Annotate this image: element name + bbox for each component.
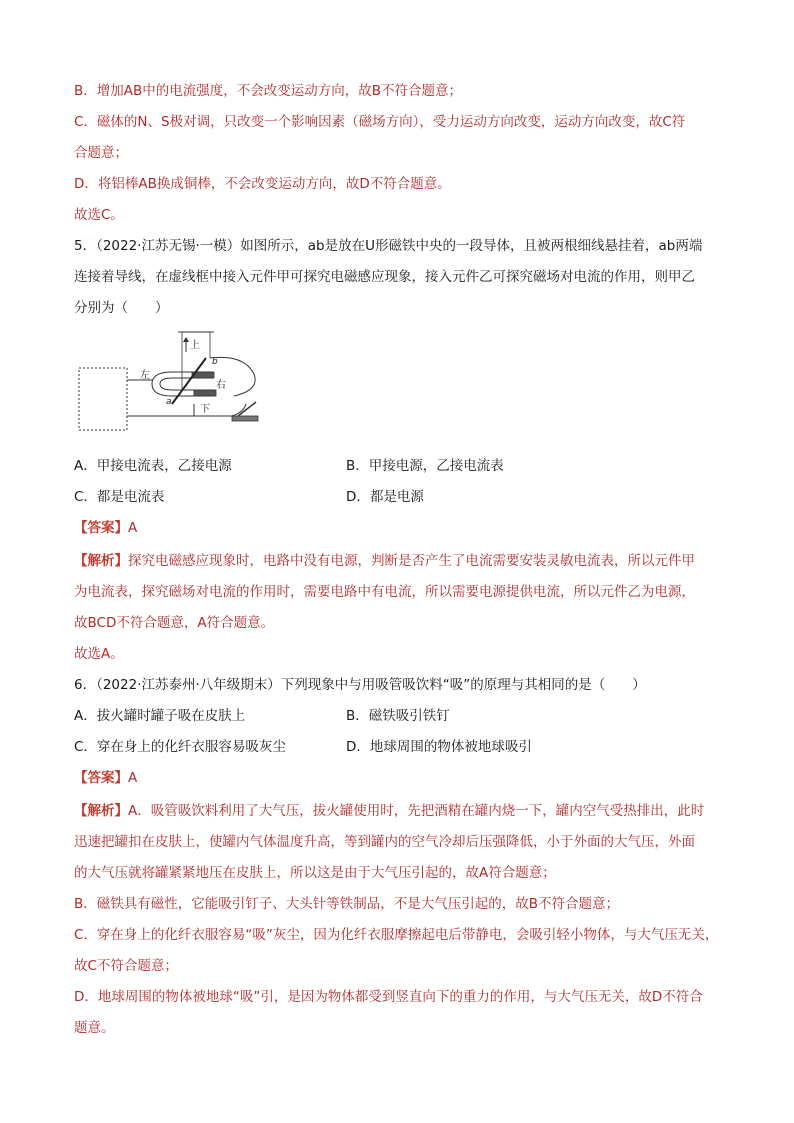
q5-option-b[interactable]: B．甲接电源，乙接电流表 bbox=[346, 458, 504, 474]
q5-option-c[interactable]: C．都是电流表 bbox=[74, 489, 165, 505]
prev-choose: 故选C。 bbox=[74, 207, 124, 223]
q5-stem-line3: 分别为（ ） bbox=[74, 300, 169, 316]
q6-analysis-a3: 的大气压就将罐紧紧地压在皮肤上，所以这是由于大气压引起的，故A符合题意； bbox=[74, 865, 556, 881]
wire-to-switch bbox=[224, 404, 246, 416]
q6-analysis-c1: C．穿在身上的化纤衣服容易“吸”灰尘，因为化纤衣服摩擦起电后带静电，会吸引轻小物体，与大气压无关， bbox=[74, 927, 719, 943]
q5-option-a[interactable]: A．甲接电流表，乙接电源 bbox=[74, 458, 232, 474]
q5-analysis-line3: 故BCD不符合题意，A符合题意。 bbox=[74, 615, 275, 631]
q6-analysis-d1: D．地球周围的物体被地球“吸”引，是因为物体都受到竖直向下的重力的作用，与大气压无关，故D不符合 bbox=[74, 989, 703, 1005]
q5-answer bbox=[74, 518, 734, 538]
prev-option-c-explanation-line2: 合题意； bbox=[74, 145, 128, 161]
q5-answer-tag: 【答案】 bbox=[74, 520, 128, 536]
q5-analysis-tag: 【解析】 bbox=[74, 553, 128, 569]
switch-lever bbox=[238, 402, 256, 416]
label-b: b bbox=[212, 357, 218, 367]
q5-option-d[interactable]: D．都是电源 bbox=[346, 489, 424, 505]
q6-answer bbox=[74, 768, 734, 788]
q6-analysis-line1 bbox=[74, 801, 734, 821]
label-left: 左 bbox=[140, 370, 150, 381]
prev-option-b-explanation: B．增加AB中的电流强度，不会改变运动方向，故B不符合题意； bbox=[74, 83, 463, 99]
q6-option-d[interactable]: D．地球周围的物体被地球吸引 bbox=[346, 739, 532, 755]
label-down: 下 bbox=[200, 404, 210, 415]
switch-base bbox=[232, 416, 258, 421]
q6-analysis-c2: 故C不符合题意； bbox=[74, 958, 178, 974]
q5-analysis-text1: 探究电磁感应现象时，电路中没有电源，判断是否产生了电流需要安装灵敏电流表，所以元件甲 bbox=[128, 553, 695, 569]
arrow-up-head bbox=[183, 337, 189, 342]
q6-analysis-tag: 【解析】 bbox=[74, 803, 128, 819]
q6-option-c[interactable]: C．穿在身上的化纤衣服容易吸灰尘 bbox=[74, 739, 286, 755]
q5-stem-line1: 5．（2022·江苏无锡·一模）如图所示，ab是放在U形磁铁中央的一段导体，且被两根细线悬挂着，ab两端 bbox=[74, 238, 703, 254]
prev-option-d-explanation: D．将铝棒AB换成铜棒，不会改变运动方向，故D不符合题意。 bbox=[74, 176, 451, 192]
label-right: 右 bbox=[216, 380, 226, 391]
q5-stem-line2: 连接着导线，在虚线框中接入元件甲可探究电磁感应现象，接入元件乙可探究磁场对电流的作用，则甲乙 bbox=[74, 269, 695, 285]
q5-answer-value: A bbox=[128, 520, 138, 536]
dashed-component-box bbox=[79, 368, 127, 430]
label-up: 上 bbox=[190, 340, 200, 351]
q6-answer-value: A bbox=[128, 770, 138, 786]
label-a: a bbox=[166, 397, 172, 407]
q5-analysis-line1 bbox=[74, 551, 734, 571]
q6-analysis-a1: A．吸管吸饮料利用了大气压，拔火罐使用时，先把酒精在罐内烧一下，罐内空气受热排出，此时 bbox=[128, 803, 705, 819]
q6-analysis-a2: 迅速把罐扣在皮肤上，使罐内气体温度升高，等到罐内的空气冷却后压强降低，小于外面的大气压，外面 bbox=[74, 834, 695, 850]
conductor-ab bbox=[172, 358, 206, 404]
q5-choose: 故选A。 bbox=[74, 646, 124, 662]
q5-figure-magnet-circuit bbox=[74, 330, 314, 440]
prev-option-c-explanation-line1: C．磁体的N、S极对调，只改变一个影响因素（磁场方向），受力运动方向改变，运动方向改变，故C符 bbox=[74, 114, 686, 130]
q6-analysis-b1: B．磁铁具有磁性，它能吸引钉子、大头针等铁制品，不是大气压引起的，故B不符合题意； bbox=[74, 896, 620, 912]
q5-analysis-line2: 为电流表，探究磁场对电流的作用时，需要电路中有电流，所以需要电源提供电流，所以元件乙为电源， bbox=[74, 584, 695, 600]
q6-stem: 6．（2022·江苏泰州·八年级期末）下列现象中与用吸管吸饮料“吸”的原理与其相同的是（ ） bbox=[74, 677, 646, 693]
q6-option-b[interactable]: B．磁铁吸引铁钉 bbox=[346, 708, 450, 724]
q6-analysis-d2: 题意。 bbox=[74, 1020, 115, 1036]
q6-option-a[interactable]: A．拔火罐时罐子吸在皮肤上 bbox=[74, 708, 246, 724]
q6-answer-tag: 【答案】 bbox=[74, 770, 128, 786]
magnet-pole-bottom bbox=[194, 390, 216, 396]
